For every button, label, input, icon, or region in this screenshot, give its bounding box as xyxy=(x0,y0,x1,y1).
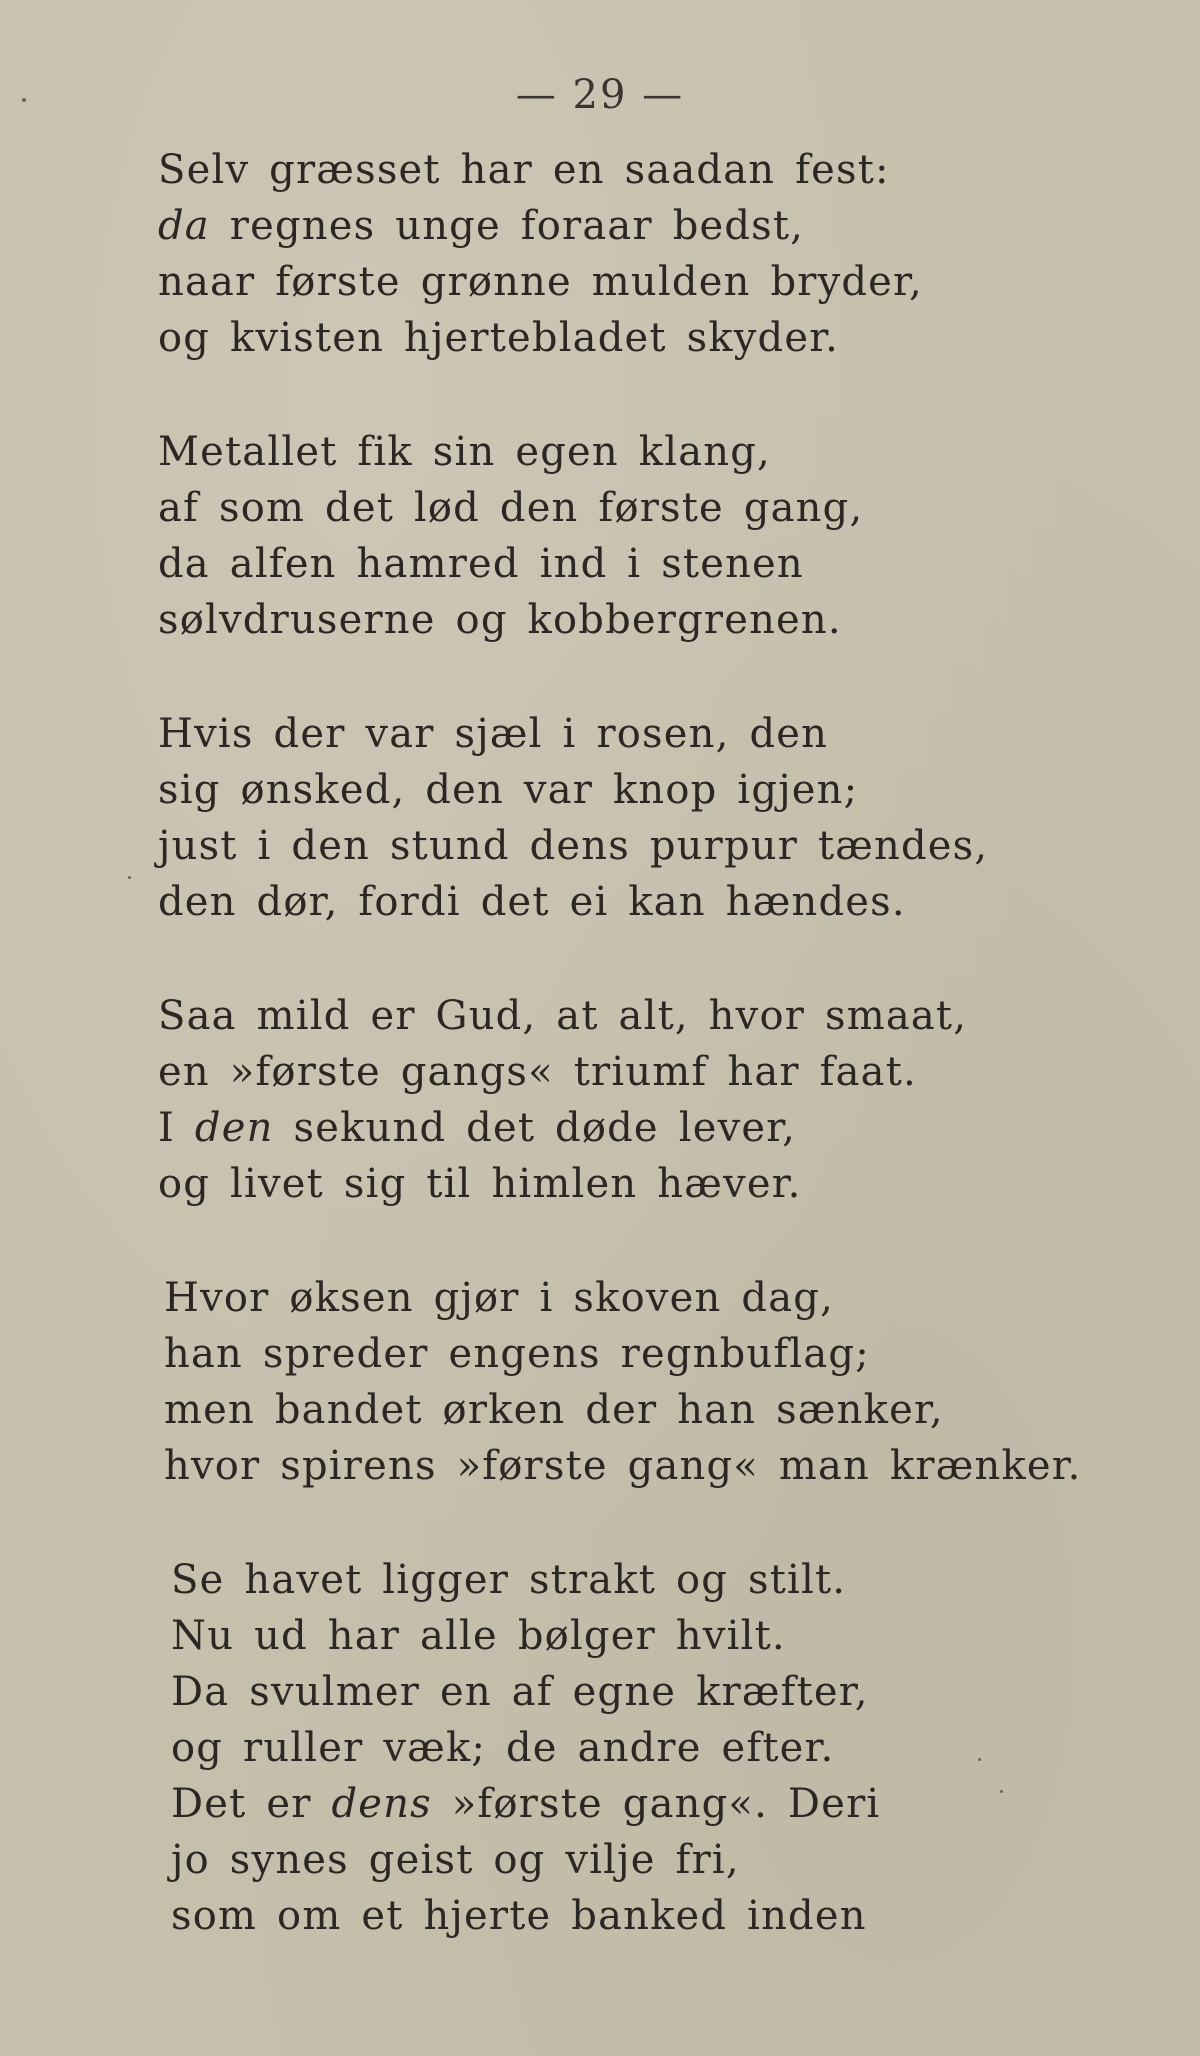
poem-line xyxy=(158,762,1118,818)
line-text: regnes unge foraar bedst, xyxy=(209,203,805,249)
line-text: hvor spirens »første gang« man krænker. xyxy=(164,1443,1082,1489)
poem-line xyxy=(164,1270,1118,1326)
print-speck xyxy=(978,1758,981,1761)
poem-line xyxy=(158,1100,1118,1156)
line-text: en »første gangs« triumf har faat. xyxy=(158,1049,917,1095)
stanza xyxy=(158,706,1118,930)
line-text: Da svulmer en af egne kræfter, xyxy=(171,1669,869,1715)
poem-line xyxy=(171,1608,1118,1664)
poem-line xyxy=(171,1552,1118,1608)
line-text: Selv græsset har en saadan fest: xyxy=(158,147,890,193)
line-text: men bandet ørken der han sænker, xyxy=(164,1387,944,1433)
poem-line xyxy=(171,1720,1118,1776)
line-text: sekund det døde lever, xyxy=(273,1105,797,1151)
print-speck xyxy=(1000,1790,1003,1793)
poem-line xyxy=(158,592,1118,648)
line-text: Det er xyxy=(171,1781,332,1827)
poem-line xyxy=(171,1832,1118,1888)
stanza xyxy=(164,1270,1118,1494)
line-text: Saa mild er Gud, at alt, hvor smaat, xyxy=(158,993,968,1039)
poem-line xyxy=(158,706,1118,762)
stanza xyxy=(158,988,1118,1212)
line-text: Nu ud har alle bølger hvilt. xyxy=(171,1613,786,1659)
italic-text: da xyxy=(158,203,210,249)
poem-line xyxy=(171,1776,1118,1832)
poem-line xyxy=(158,1044,1118,1100)
italic-text: den xyxy=(194,1105,274,1151)
poem-line xyxy=(158,310,1118,366)
page-number: — 29 — xyxy=(515,72,685,118)
line-text: og ruller væk; de andre efter. xyxy=(171,1725,835,1771)
poem-line xyxy=(164,1438,1118,1494)
line-text: sig ønsked, den var knop igjen; xyxy=(158,767,859,813)
poem-line xyxy=(158,1156,1118,1212)
poem-line xyxy=(158,988,1118,1044)
poem-line xyxy=(171,1664,1118,1720)
poem-line xyxy=(158,198,1118,254)
poem-line xyxy=(158,254,1118,310)
line-text: Hvis der var sjæl i rosen, den xyxy=(158,711,829,757)
line-text: Se havet ligger strakt og stilt. xyxy=(171,1557,847,1603)
line-text: og kvisten hjertebladet skyder. xyxy=(158,315,840,361)
poem-line xyxy=(158,536,1118,592)
line-text: da alfen hamred ind i stenen xyxy=(158,541,804,587)
poem-line xyxy=(158,818,1118,874)
poem-line xyxy=(158,142,1118,198)
line-text: sølvdruserne og kobbergrenen. xyxy=(158,597,842,643)
poem-line xyxy=(158,480,1118,536)
line-text: »første gang«. Deri xyxy=(431,1781,881,1827)
line-text: den dør, fordi det ei kan hændes. xyxy=(158,879,906,925)
line-text: I xyxy=(158,1105,195,1151)
poem-line xyxy=(164,1326,1118,1382)
poem-line xyxy=(171,1888,1118,1944)
line-text: Metallet fik sin egen klang, xyxy=(158,429,771,475)
poem-line xyxy=(158,874,1118,930)
line-text: han spreder engens regnbuflag; xyxy=(164,1331,870,1377)
line-text: af som det lød den første gang, xyxy=(158,485,864,531)
line-text: som om et hjerte banked inden xyxy=(171,1893,867,1939)
line-text: just i den stund dens purpur tændes, xyxy=(158,823,989,869)
print-speck xyxy=(22,98,26,102)
line-text: Hvor øksen gjør i skoven dag, xyxy=(164,1275,834,1321)
stanza xyxy=(158,424,1118,648)
stanza xyxy=(171,1552,1118,1944)
line-text: jo synes geist og vilje fri, xyxy=(171,1837,740,1883)
stanza xyxy=(158,142,1118,366)
poem-line xyxy=(164,1382,1118,1438)
italic-text: dens xyxy=(331,1781,432,1827)
poem-line xyxy=(158,424,1118,480)
print-speck xyxy=(128,876,131,879)
line-text: og livet sig til himlen hæver. xyxy=(158,1161,802,1207)
poem-text xyxy=(158,142,1118,2002)
line-text: naar første grønne mulden bryder, xyxy=(158,259,923,305)
